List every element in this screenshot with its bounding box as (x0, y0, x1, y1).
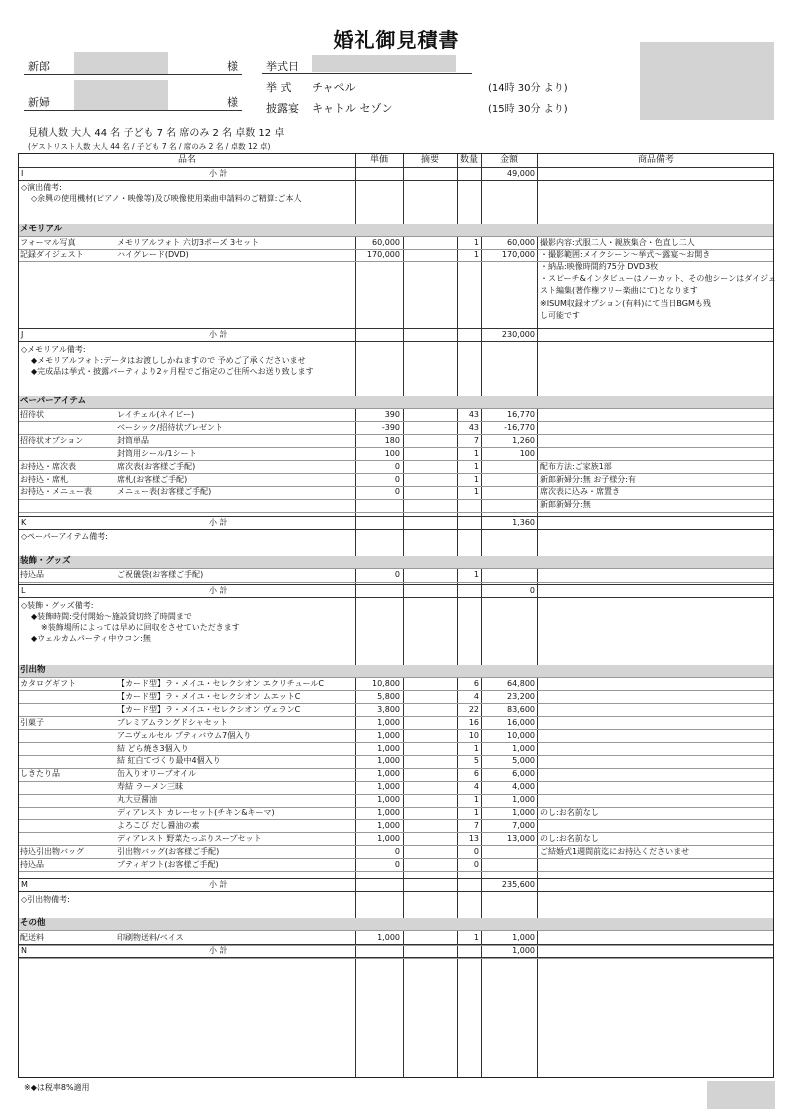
column-header: 摘要 (420, 155, 439, 165)
groom-honorific: 様 (227, 60, 238, 73)
column-header: 商品備考 (637, 155, 674, 165)
row-unit-price: 0 (394, 474, 400, 484)
row-unit-price: 1,000 (377, 833, 400, 843)
row-item-name: 【カード型】ラ・メイユ・セレクシオン エクリチュールC (117, 679, 324, 688)
row-quantity: 6 (473, 769, 479, 779)
row-unit-price: 170,000 (366, 250, 400, 259)
row-unit-price: 1,000 (377, 782, 400, 792)
row-amount: 64,800 (507, 679, 535, 688)
row-unit-price: 100 (384, 448, 400, 458)
row-unit-price: 60,000 (372, 238, 400, 247)
estimate-headcount: 見積人数 大人 44 名 子ども 7 名 席のみ 2 名 卓数 12 卓 (28, 128, 285, 139)
row-amount: 1,000 (512, 808, 535, 817)
row-amount: 16,000 (507, 717, 535, 727)
row-quantity: 0 (473, 846, 479, 856)
subtotal-label: 小 計 (209, 330, 228, 339)
section-note: ◆完成品は挙式・披露パーティより2ヶ月程でご指定のご住所へお送り致します (31, 367, 314, 376)
row-item-name: 引出物バッグ(お客様ご手配) (117, 846, 220, 856)
row-unit-price: 5,800 (377, 691, 400, 701)
row-unit-price: 0 (394, 487, 400, 497)
subtotal-amount: 0 (529, 586, 535, 595)
section-note-title: ◇メモリアル備考: (21, 345, 86, 354)
subtotal-label: 小 計 (209, 169, 228, 178)
row-item-name: アニヴェルセル プティバウム7個入り (117, 730, 252, 740)
section-note-title: ◇装飾・グッズ備考: (21, 601, 94, 610)
row-rule (19, 871, 773, 872)
row-category: 招待状オプション (20, 435, 84, 445)
row-item-name: ご祝儀袋(お客様ご手配) (117, 570, 204, 579)
row-quantity: 43 (468, 422, 479, 432)
subtotal-code: M (21, 880, 28, 889)
section-header: メモリアル (19, 224, 773, 236)
row-quantity: 1 (473, 474, 479, 484)
row-amount: -16,770 (504, 422, 535, 432)
row-quantity: 1 (473, 933, 479, 942)
row-rule (19, 958, 773, 959)
row-amount: 1,260 (512, 435, 535, 445)
row-amount: 1,000 (512, 743, 535, 753)
row-item-name: メニュー表(お客様ご手配) (117, 487, 212, 497)
section-header: その他 (19, 918, 773, 930)
redacted-groom-name (74, 52, 168, 74)
row-item-name: ディアレスト 野菜たっぷりスープセット (117, 833, 262, 843)
row-rule (19, 341, 773, 342)
row-remark: 新郎新婦分:無 お子様分:有 (540, 474, 636, 484)
ceremony-date-label: 挙式日 (266, 60, 299, 73)
row-item-name: 【カード型】ラ・メイユ・セレクシオン ヴェランC (117, 704, 301, 714)
bride-name-line (24, 110, 242, 111)
estimate-table (18, 153, 774, 1078)
subtotal-code: I (21, 169, 24, 178)
row-rule (19, 597, 773, 598)
row-amount: 10,000 (507, 730, 535, 740)
row-unit-price: 0 (394, 859, 400, 869)
row-unit-price: 390 (384, 410, 400, 419)
subtotal-code: L (21, 586, 26, 595)
row-unit-price: 3,800 (377, 704, 400, 714)
row-quantity: 7 (473, 435, 479, 445)
row-category: 招待状 (20, 410, 44, 419)
bride-honorific: 様 (227, 96, 238, 109)
section-note: ※装飾場所によっては早めに回収をさせていただきます (41, 623, 240, 632)
row-unit-price: 0 (394, 570, 400, 579)
guestlist-headcount: (ゲストリスト人数 大人 44 名 / 子ども 7 名 / 席のみ 2 名 / 卓数 12 卓) (28, 142, 271, 151)
section-note-title: ◇引出物備考: (21, 895, 70, 904)
row-amount: 5,000 (512, 756, 535, 766)
row-amount: 170,000 (501, 250, 535, 259)
column-divider (537, 154, 538, 1077)
row-quantity: 1 (473, 461, 479, 471)
row-quantity: 6 (473, 679, 479, 688)
row-quantity: 16 (468, 717, 479, 727)
reception-venue: キャトル セゾン (312, 102, 393, 115)
memorial-remark-line: ・納品:映像時間約75分 DVD3枚 (540, 262, 659, 272)
section-note: ◇余興の使用機材(ピアノ・映像等)及び映像使用楽曲申請料のご精算:ご本人 (31, 194, 302, 203)
groom-name-line (24, 74, 242, 75)
row-amount: 6,000 (512, 769, 535, 779)
subtotal-code: N (21, 946, 27, 955)
row-item-name: メモリアルフォト 六切3ポーズ 3セット (117, 238, 260, 247)
section-header: ペーパーアイテム (19, 396, 773, 408)
row-unit-price: 0 (394, 846, 400, 856)
row-quantity: 1 (473, 250, 479, 259)
row-item-name: レイチェル(ネイビー) (117, 410, 195, 419)
memorial-remark-line: 撮影内容:式服二人・親族集合・色直し二人 (540, 238, 695, 247)
row-item-name: 席札(お客様ご手配) (117, 474, 188, 484)
row-rule (19, 516, 773, 517)
redacted-ceremony-date (312, 55, 456, 72)
row-rule (19, 584, 773, 585)
section-note-title: ◇演出備考: (21, 183, 62, 192)
row-item-name: 寿結 ラーメン三昧 (117, 782, 184, 792)
row-amount: 4,000 (512, 782, 535, 792)
row-remark: 配布方法:ご家族1部 (540, 461, 612, 471)
memorial-remark-line: ※ISUM収録オプション(有料)にて当日BGMも残 (540, 298, 711, 308)
row-rule (19, 529, 773, 530)
row-category: しきたり品 (20, 769, 60, 779)
row-item-name: 丸大豆醤油 (117, 795, 157, 805)
subtotal-amount: 230,000 (501, 330, 535, 339)
row-remark: ご結婚式1週間前迄にお持込くださいませ (540, 846, 690, 856)
row-quantity: 5 (473, 756, 479, 766)
row-item-name: プレミアムラングドシャセット (117, 717, 228, 727)
row-category: お持込・席次表 (20, 461, 76, 471)
row-unit-price: 1,000 (377, 756, 400, 766)
row-amount: 83,600 (507, 704, 535, 714)
groom-label: 新郎 (28, 60, 50, 73)
memorial-remark-line: し可能です (540, 310, 580, 320)
ceremony-venue: チャペル (312, 81, 356, 94)
row-quantity: 4 (473, 782, 479, 792)
row-item-name: 封筒単品 (117, 435, 149, 445)
row-rule (19, 582, 773, 583)
row-category: 持込品 (20, 570, 44, 579)
subtotal-amount: 235,600 (501, 880, 535, 889)
row-quantity: 1 (473, 487, 479, 497)
subtotal-code: J (21, 330, 24, 339)
reception-time: (15時 30分 より) (488, 104, 568, 115)
ceremony-label: 挙 式 (266, 81, 292, 94)
row-item-name: 【カード型】ラ・メイユ・セレクシオン ムエットC (117, 691, 301, 701)
subtotal-amount: 1,000 (512, 946, 535, 955)
subtotal-amount: 1,360 (512, 518, 535, 527)
row-item-name: ディアレスト カレーセット(チキン&キーマ) (117, 808, 275, 817)
row-rule (19, 944, 773, 945)
memorial-remark-line: スト編集(著作権フリー楽曲にて)となります (540, 286, 698, 296)
row-unit-price: 1,000 (377, 717, 400, 727)
row-quantity: 1 (473, 808, 479, 817)
column-header: 金額 (499, 155, 518, 165)
document-title: 婚礼御見積書 (333, 28, 460, 52)
row-rule (19, 891, 773, 892)
row-quantity: 0 (473, 859, 479, 869)
row-unit-price: 1,000 (377, 730, 400, 740)
row-item-name: 結 紅白てづくり最中4個入り (117, 756, 221, 766)
row-quantity: 4 (473, 691, 479, 701)
row-amount: 1,000 (512, 933, 535, 942)
row-remark: 席次表に込み・席置き (540, 487, 620, 497)
subtotal-amount: 49,000 (507, 169, 535, 178)
row-quantity: 7 (473, 820, 479, 830)
subtotal-label: 小 計 (209, 586, 228, 595)
reception-label: 披露宴 (266, 102, 299, 115)
redacted-bride-name (74, 80, 168, 110)
row-category: カタログギフト (20, 679, 76, 688)
subtotal-code: K (21, 518, 27, 527)
row-unit-price: 1,000 (377, 933, 400, 942)
row-item-name: プティギフト(お客様ご手配) (117, 859, 219, 869)
column-header: 品名 (177, 155, 196, 165)
subtotal-label: 小 計 (209, 518, 228, 527)
subtotal-label: 小 計 (209, 880, 228, 889)
row-rule (19, 180, 773, 181)
row-rule (19, 328, 773, 329)
footer-tax-note: ※◆は税率8%適用 (24, 1083, 90, 1092)
row-quantity: 1 (473, 238, 479, 247)
row-quantity: 1 (473, 570, 479, 579)
section-header: 引出物 (19, 665, 773, 677)
row-amount: 100 (519, 448, 535, 458)
row-category: 引菓子 (20, 717, 44, 727)
subtotal-label: 小 計 (209, 946, 228, 955)
row-amount: 60,000 (507, 238, 535, 247)
row-category: お持込・席札 (20, 474, 68, 484)
ceremony-time: (14時 30分 より) (488, 83, 568, 94)
redacted-logo-block (640, 42, 774, 120)
row-amount: 23,200 (507, 691, 535, 701)
redacted-footer-block (707, 1081, 775, 1109)
row-quantity: 1 (473, 448, 479, 458)
row-amount: 13,000 (507, 833, 535, 843)
memorial-remark-line: ・スピーチ&インタビューはノーカット、その他シーンはダイジェ (540, 274, 776, 284)
row-unit-price: 1,000 (377, 808, 400, 817)
row-item-name: 席次表(お客様ご手配) (117, 461, 196, 471)
row-quantity: 22 (468, 704, 479, 714)
row-item-name: 結 どら焼き3個入り (117, 743, 189, 753)
section-header: 装飾・グッズ (19, 556, 773, 568)
row-quantity: 10 (468, 730, 479, 740)
column-header: 数量 (459, 155, 478, 165)
row-category: 持込品 (20, 859, 44, 869)
row-quantity: 43 (468, 410, 479, 419)
row-rule (19, 512, 773, 513)
row-category: 配送料 (20, 933, 44, 942)
row-rule (19, 878, 773, 879)
row-unit-price: 180 (384, 435, 400, 445)
row-category: 記録ダイジェスト (20, 250, 84, 259)
row-unit-price: -390 (381, 422, 400, 432)
row-unit-price: 10,800 (372, 679, 400, 688)
row-amount: 16,770 (507, 410, 535, 419)
row-item-name: ハイグレード(DVD) (117, 250, 189, 259)
row-rule (19, 930, 773, 931)
row-unit-price: 0 (394, 461, 400, 471)
bride-label: 新婦 (28, 96, 50, 109)
row-item-name: よろこび だし醤油の素 (117, 820, 200, 830)
row-quantity: 1 (473, 795, 479, 805)
row-amount: 7,000 (512, 820, 535, 830)
row-item-name: ベーシック/招待状プレゼント (117, 422, 224, 432)
row-unit-price: 1,000 (377, 743, 400, 753)
row-quantity: 13 (468, 833, 479, 843)
row-category: フォーマル写真 (20, 238, 76, 247)
row-unit-price: 1,000 (377, 769, 400, 779)
row-category: 持込引出物バッグ (20, 846, 84, 856)
row-item-name: 缶入りオリーブオイル (117, 769, 197, 779)
row-unit-price: 1,000 (377, 820, 400, 830)
row-item-name: 封筒用シール/1シート (117, 448, 197, 458)
section-note: ◆メモリアルフォト:データはお渡ししかねますので 予めご了承くださいませ (31, 356, 306, 365)
column-header: 単価 (369, 155, 388, 165)
row-remark: のし:お名前なし (540, 833, 599, 843)
row-remark: のし:お名前なし (540, 808, 599, 817)
row-unit-price: 1,000 (377, 795, 400, 805)
row-rule (19, 167, 773, 168)
section-note: ◆ウェルカムパーティ中ウコン:無 (31, 634, 151, 643)
row-item-name: 印刷物送料/ベイス (117, 933, 184, 942)
row-category: お持込・メニュー表 (20, 487, 92, 497)
section-note-title: ◇ペーパーアイテム備考: (21, 532, 108, 541)
section-note: ◆装飾時間:受付開始～施設貸切終了時間まで (31, 612, 192, 621)
row-remark: 新郎新婦分:無 (540, 500, 591, 510)
row-amount: 1,000 (512, 795, 535, 805)
ceremony-date-line (262, 73, 472, 74)
row-quantity: 1 (473, 743, 479, 753)
memorial-remark-line: ・撮影範囲:メイクシーン～挙式～露宴～お開き (540, 250, 711, 260)
